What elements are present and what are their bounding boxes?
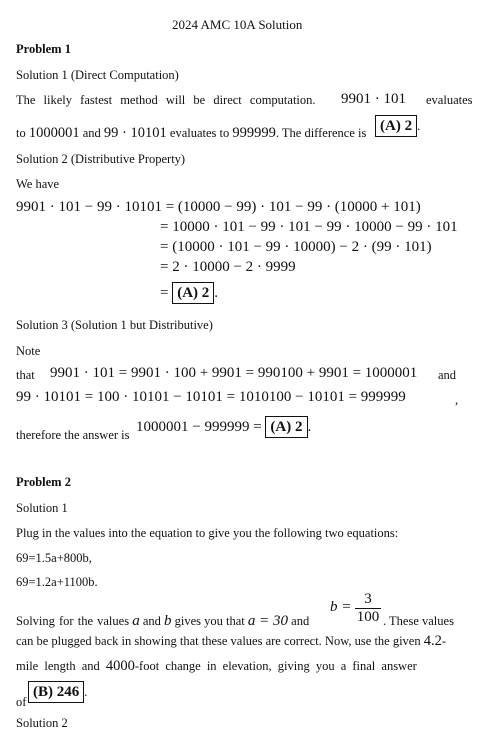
- math: 99 · 10101: [103, 125, 167, 141]
- text: -foot change in elevation, giving you a final answer: [134, 659, 417, 673]
- problem-2-heading: Problem 2: [16, 475, 71, 489]
- text: can be plugged back in showing that these values are correct. Now, use the given: [16, 634, 421, 648]
- equation-line-5: [160, 282, 218, 304]
- p2-line-3: [16, 658, 417, 674]
- math: 4000: [105, 658, 135, 674]
- solution-1-line-1: [16, 91, 473, 108]
- text: mile length and: [16, 659, 100, 673]
- p2-answer: [28, 681, 87, 703]
- p2-line-2: [16, 633, 446, 649]
- numerator: 3: [364, 591, 372, 607]
- boxed-answer: (B) 246: [28, 681, 84, 703]
- solution-1-line-2: [16, 125, 366, 141]
- fraction-3-over-100: [355, 591, 381, 626]
- math: 9901 · 101: [341, 91, 406, 107]
- answer-box-1: [375, 115, 420, 137]
- solution-3-heading: Solution 3 (Solution 1 but Distributive): [16, 318, 213, 332]
- solution-2-intro: We have: [16, 177, 60, 191]
- denominator: 100: [356, 609, 380, 625]
- text: and: [291, 614, 310, 628]
- text: Solving for the values: [16, 614, 130, 628]
- period: .: [214, 285, 219, 301]
- solution-3-and: and: [438, 368, 457, 382]
- solution-3-equation-1: 9901 · 101 = 9901 · 100 + 9901 = 990100 + 9901 = 1000001: [50, 365, 418, 381]
- equation-line-2: = 10000 · 101 − 99 · 101 − 99 · 10000 − 99 · 101: [160, 219, 458, 235]
- solution-3-therefore: therefore the answer is: [16, 428, 130, 442]
- p2-these-values: . These values: [383, 614, 454, 628]
- text: gives you that: [174, 614, 245, 628]
- text: evaluates to: [169, 126, 230, 140]
- period: .: [417, 119, 421, 133]
- period: .: [84, 685, 88, 699]
- solution-3-comma: ,: [455, 393, 459, 407]
- boxed-answer: (A) 2: [172, 282, 214, 304]
- math: 1000001 − 999999 =: [136, 419, 262, 435]
- equation-b: 69=1.2a+1100b.: [16, 575, 98, 589]
- p2-solution-1-heading: Solution 1: [16, 501, 68, 515]
- page-title: 2024 AMC 10A Solution: [172, 17, 303, 32]
- var-b: b: [164, 613, 172, 629]
- problem-1-heading: Problem 1: [16, 42, 71, 56]
- solution-3-equation-2: 99 · 10101 = 100 · 10101 − 10101 = 1010100 − 10101 = 999999: [16, 389, 406, 405]
- math: a = 30: [247, 613, 289, 629]
- b-equals: b =: [330, 599, 352, 615]
- solution-3-that: that: [16, 368, 35, 382]
- equation-line-1: 9901 · 101 − 99 · 10101 = (10000 − 99) · 101 − 99 · (10000 + 101): [16, 199, 421, 215]
- text: and: [142, 614, 161, 628]
- period: .: [307, 419, 312, 435]
- boxed-answer: (A) 2: [265, 416, 307, 438]
- text: -: [441, 634, 447, 648]
- text: and: [82, 126, 101, 140]
- solution-3-note: Note: [16, 344, 41, 358]
- text: . The difference is: [275, 126, 367, 140]
- equation-line-3: = (10000 · 101 − 99 · 10000) − 2 · (99 · 101): [160, 239, 432, 255]
- text: The likely fastest method will be direct computation.: [16, 93, 316, 107]
- equation-line-4: = 2 · 10000 − 2 · 9999: [160, 259, 296, 275]
- var-a: a: [132, 613, 140, 629]
- math: 1000001: [28, 125, 80, 141]
- equation-a: 69=1.5a+800b,: [16, 551, 92, 565]
- boxed-answer: (A) 2: [375, 115, 417, 137]
- text: to: [16, 126, 26, 140]
- p2-of: of: [16, 695, 27, 709]
- p2-solving-line: [16, 613, 309, 629]
- p2-intro: Plug in the values into the equation to give you the following two equations:: [16, 526, 399, 540]
- math: 999999: [232, 125, 276, 141]
- solution-1-heading: Solution 1 (Direct Computation): [16, 68, 179, 82]
- p2-solution-2-heading: Solution 2: [16, 716, 68, 730]
- solution-2-heading: Solution 2 (Distributive Property): [16, 152, 186, 166]
- equals: =: [160, 285, 169, 301]
- text: evaluates: [426, 93, 473, 107]
- math: 4.2: [423, 633, 442, 649]
- solution-3-equation-3: [136, 416, 311, 438]
